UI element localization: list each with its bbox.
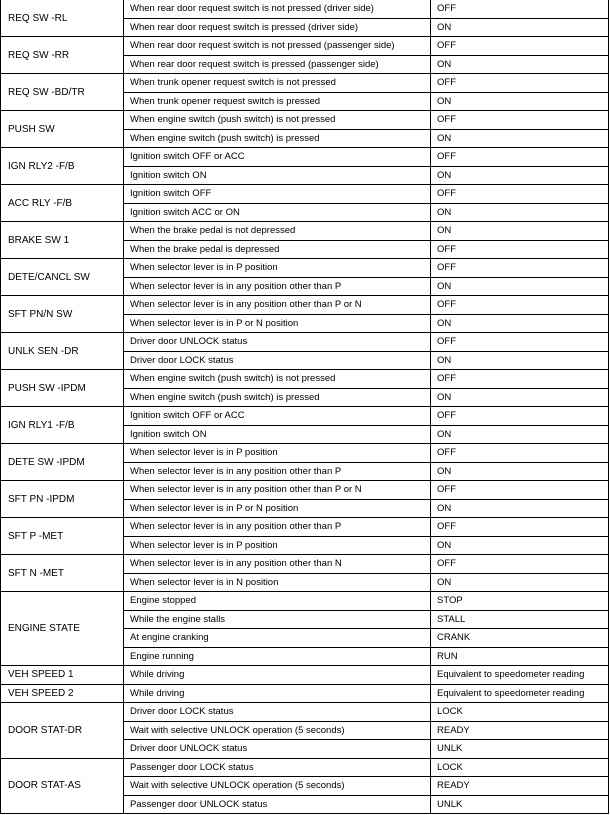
value-cell: ON — [431, 314, 609, 333]
table-row — [1, 222, 609, 241]
condition-cell: When rear door request switch is pressed (driver side) — [124, 18, 431, 37]
condition-cell: When selector lever is in any position other than P or N — [124, 481, 431, 500]
table-row — [1, 703, 609, 722]
value-cell: UNLK — [431, 795, 609, 814]
value-cell: Equivalent to speedometer reading — [431, 666, 609, 685]
value-cell: OFF — [431, 148, 609, 167]
value-cell: ON — [431, 18, 609, 37]
monitor-item-name: REQ SW -BD/TR — [1, 74, 124, 111]
condition-cell: When the brake pedal is not depressed — [124, 222, 431, 241]
value-cell: READY — [431, 777, 609, 796]
condition-cell: Driver door LOCK status — [124, 351, 431, 370]
value-cell: ON — [431, 203, 609, 222]
value-cell: OFF — [431, 259, 609, 278]
monitor-item-name: UNLK SEN -DR — [1, 333, 124, 370]
value-cell: OFF — [431, 37, 609, 56]
condition-cell: Engine running — [124, 647, 431, 666]
monitor-item-name: ENGINE STATE — [1, 592, 124, 666]
monitor-item-name: VEH SPEED 2 — [1, 684, 124, 703]
table-row — [1, 481, 609, 500]
condition-cell: When selector lever is in P position — [124, 444, 431, 463]
monitor-item-name: BRAKE SW 1 — [1, 222, 124, 259]
monitor-item-name: SFT PN -IPDM — [1, 481, 124, 518]
value-cell: ON — [431, 166, 609, 185]
condition-cell: Driver door UNLOCK status — [124, 740, 431, 759]
table-row — [1, 185, 609, 204]
condition-cell: Ignition switch ACC or ON — [124, 203, 431, 222]
value-cell: OFF — [431, 333, 609, 352]
value-cell: ON — [431, 425, 609, 444]
condition-cell: Wait with selective UNLOCK operation (5 seconds) — [124, 721, 431, 740]
value-cell: ON — [431, 55, 609, 74]
value-cell: ON — [431, 277, 609, 296]
monitor-item-name: IGN RLY2 -F/B — [1, 148, 124, 185]
table-row — [1, 111, 609, 130]
condition-cell: While the engine stalls — [124, 610, 431, 629]
table-row — [1, 296, 609, 315]
condition-cell: Ignition switch OFF or ACC — [124, 407, 431, 426]
condition-cell: When engine switch (push switch) is not pressed — [124, 370, 431, 389]
value-cell: LOCK — [431, 703, 609, 722]
value-cell: OFF — [431, 370, 609, 389]
table-row — [1, 518, 609, 537]
monitor-item-name: IGN RLY1 -F/B — [1, 407, 124, 444]
condition-cell: When rear door request switch is not pressed (passenger side) — [124, 37, 431, 56]
value-cell: OFF — [431, 185, 609, 204]
value-cell: OFF — [431, 481, 609, 500]
condition-cell: Driver door UNLOCK status — [124, 333, 431, 352]
value-cell: ON — [431, 92, 609, 111]
table-row — [1, 592, 609, 611]
condition-cell: Passenger door UNLOCK status — [124, 795, 431, 814]
condition-cell: When selector lever is in any position other than P — [124, 518, 431, 537]
monitor-item-name: SFT N -MET — [1, 555, 124, 592]
condition-cell: When trunk opener request switch is not pressed — [124, 74, 431, 93]
condition-cell: When selector lever is in P or N position — [124, 499, 431, 518]
value-cell: OFF — [431, 0, 609, 18]
condition-cell: At engine cranking — [124, 629, 431, 648]
value-cell: OFF — [431, 74, 609, 93]
monitor-item-name: REQ SW -RL — [1, 0, 124, 37]
value-cell: ON — [431, 129, 609, 148]
condition-cell: When engine switch (push switch) is not pressed — [124, 111, 431, 130]
value-cell: OFF — [431, 407, 609, 426]
table-row — [1, 74, 609, 93]
condition-cell: Driver door LOCK status — [124, 703, 431, 722]
table-row — [1, 407, 609, 426]
value-cell: OFF — [431, 444, 609, 463]
monitor-item-name: REQ SW -RR — [1, 37, 124, 74]
value-cell: ON — [431, 573, 609, 592]
value-cell: RUN — [431, 647, 609, 666]
table-row — [1, 758, 609, 777]
monitor-item-name: SFT P -MET — [1, 518, 124, 555]
value-cell: ON — [431, 222, 609, 241]
monitor-item-name: DETE SW -IPDM — [1, 444, 124, 481]
condition-cell: Ignition switch OFF or ACC — [124, 148, 431, 167]
table-row — [1, 684, 609, 703]
condition-cell: When selector lever is in any position other than P or N — [124, 296, 431, 315]
monitor-item-name: SFT PN/N SW — [1, 296, 124, 333]
condition-cell: When selector lever is in any position other than P — [124, 277, 431, 296]
condition-cell: When engine switch (push switch) is pressed — [124, 388, 431, 407]
value-cell: OFF — [431, 555, 609, 574]
condition-cell: Ignition switch ON — [124, 166, 431, 185]
value-cell: OFF — [431, 296, 609, 315]
condition-cell: While driving — [124, 684, 431, 703]
value-cell: ON — [431, 536, 609, 555]
condition-cell: When rear door request switch is not pressed (driver side) — [124, 0, 431, 18]
table-row — [1, 259, 609, 278]
condition-cell: When selector lever is in P position — [124, 259, 431, 278]
monitor-item-name: DETE/CANCL SW — [1, 259, 124, 296]
monitor-item-name: ACC RLY -F/B — [1, 185, 124, 222]
value-cell: OFF — [431, 111, 609, 130]
table-row — [1, 37, 609, 56]
monitor-item-name: DOOR STAT-DR — [1, 703, 124, 759]
value-cell: OFF — [431, 240, 609, 259]
condition-cell: Ignition switch ON — [124, 425, 431, 444]
value-cell: Equivalent to speedometer reading — [431, 684, 609, 703]
table-row — [1, 148, 609, 167]
condition-cell: Engine stopped — [124, 592, 431, 611]
condition-cell: When the brake pedal is depressed — [124, 240, 431, 259]
table-row — [1, 333, 609, 352]
condition-cell: When selector lever is in any position other than N — [124, 555, 431, 574]
value-cell: CRANK — [431, 629, 609, 648]
condition-cell: When selector lever is in P or N position — [124, 314, 431, 333]
value-cell: STALL — [431, 610, 609, 629]
condition-cell: When selector lever is in P position — [124, 536, 431, 555]
condition-cell: When trunk opener request switch is pressed — [124, 92, 431, 111]
value-cell: UNLK — [431, 740, 609, 759]
table-row — [1, 555, 609, 574]
monitor-item-name: PUSH SW -IPDM — [1, 370, 124, 407]
condition-cell: Ignition switch OFF — [124, 185, 431, 204]
table-body — [1, 0, 609, 814]
monitor-item-name: DOOR STAT-AS — [1, 758, 124, 814]
value-cell: LOCK — [431, 758, 609, 777]
value-cell: ON — [431, 388, 609, 407]
value-cell: READY — [431, 721, 609, 740]
condition-cell: Wait with selective UNLOCK operation (5 seconds) — [124, 777, 431, 796]
value-cell: STOP — [431, 592, 609, 611]
value-cell: ON — [431, 351, 609, 370]
value-cell: ON — [431, 462, 609, 481]
monitor-item-name: PUSH SW — [1, 111, 124, 148]
condition-cell: When selector lever is in N position — [124, 573, 431, 592]
condition-cell: When rear door request switch is pressed (passenger side) — [124, 55, 431, 74]
condition-cell: Passenger door LOCK status — [124, 758, 431, 777]
condition-cell: While driving — [124, 666, 431, 685]
table-row — [1, 444, 609, 463]
condition-cell: When engine switch (push switch) is pressed — [124, 129, 431, 148]
table-row — [1, 666, 609, 685]
value-cell: OFF — [431, 518, 609, 537]
value-cell: ON — [431, 499, 609, 518]
condition-cell: When selector lever is in any position other than P — [124, 462, 431, 481]
table-row — [1, 0, 609, 18]
table-row — [1, 370, 609, 389]
monitor-item-name: VEH SPEED 1 — [1, 666, 124, 685]
